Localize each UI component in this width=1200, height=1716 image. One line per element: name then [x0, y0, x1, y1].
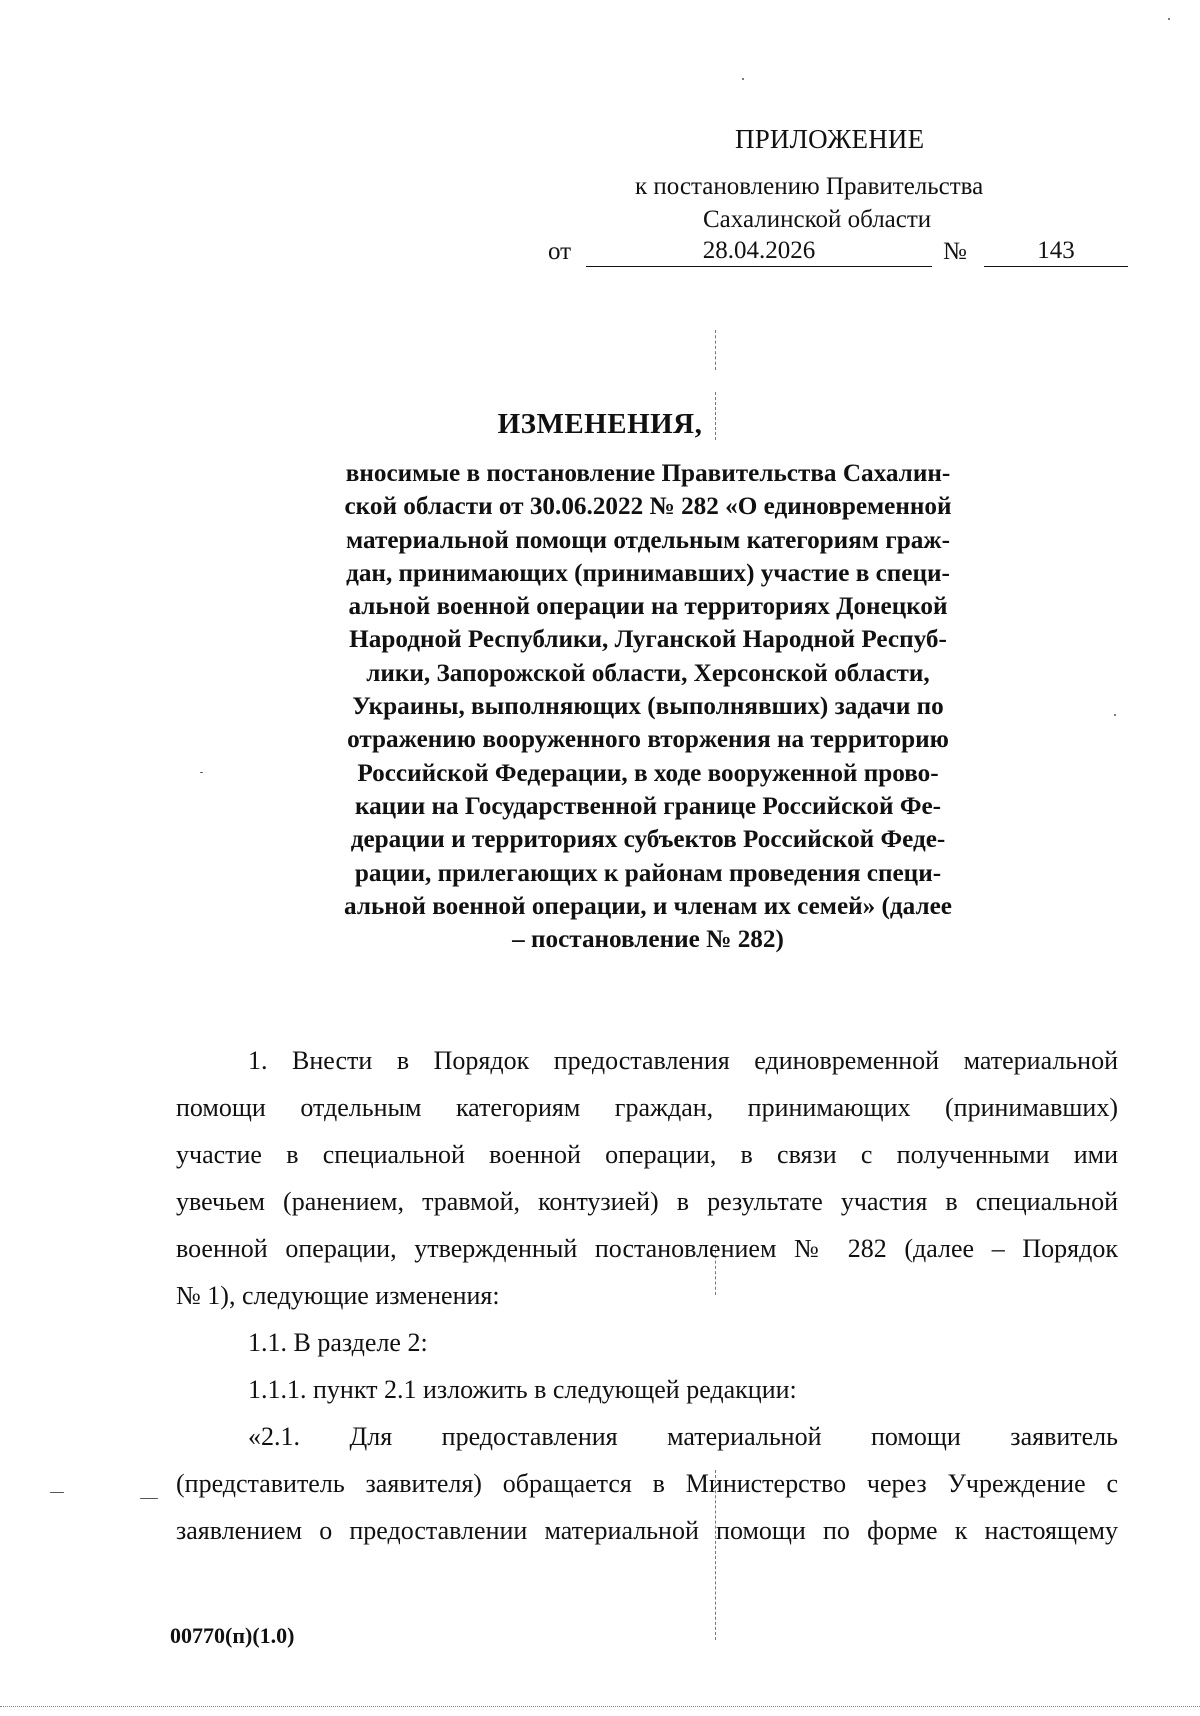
- appendix-line-2: Сахалинской области: [703, 206, 932, 233]
- body-line: увечьем (ранением, травмой, контузией) в результате участия в специальной: [176, 1187, 1118, 1216]
- subtitle-line: дерации и территориях субъектов Российской Феде-: [350, 826, 946, 854]
- subtitle-line: вносимые в постановление Правительства Сахалин-: [345, 460, 951, 487]
- scan-speck: [742, 78, 744, 80]
- body-line: военной операции, утвержденный постановлением № 282 (далее – Порядок: [176, 1234, 1118, 1263]
- resolution-date-row: [548, 236, 1128, 272]
- subtitle-line: Народной Республики, Луганской Народной Респуб-: [349, 626, 947, 654]
- body-line: участие в специальной военной операции, в связи с полученными ими: [176, 1140, 1118, 1169]
- subtitle-line: рации, прилегающих к районам проведения специ-: [354, 859, 942, 887]
- subtitle-line: лики, Запорожской области, Херсонской области,: [366, 659, 930, 687]
- scan-speck: [140, 1498, 158, 1499]
- subtitle-line: – постановление № 282): [512, 926, 784, 954]
- subtitle-line: дан, принимающих (принимавших) участие в специ-: [346, 559, 950, 587]
- number-label: №: [943, 238, 967, 265]
- body-line: «2.1. Для предоставления материальной помощи заявитель: [248, 1422, 1118, 1451]
- scan-speck: [1114, 714, 1116, 716]
- subtitle-line: Украины, выполняющих (выполнявших) задачи по: [352, 693, 944, 721]
- subtitle-line: отражению вооруженного вторжения на территорию: [347, 726, 949, 754]
- body-line: 1.1.1. пункт 2.1 изложить в следующей редакции:: [248, 1375, 797, 1404]
- scan-fold-line: [715, 330, 716, 370]
- subtitle-line: альной военной операции на территориях Донецкой: [348, 593, 948, 621]
- subtitle-line: материальной помощи отдельным категориям граж-: [346, 526, 950, 554]
- body-line: № 1), следующие изменения:: [176, 1281, 500, 1310]
- document-title: ИЗМЕНЕНИЯ,: [497, 408, 703, 440]
- appendix-line-1: к постановлению Правительства: [635, 173, 984, 200]
- from-label: от: [548, 238, 572, 265]
- scan-speck: [1168, 18, 1170, 20]
- resolution-date: 28.04.2026: [586, 236, 932, 267]
- body-line: 1. Внести в Порядок предоставления единовременной материальной: [248, 1046, 1118, 1075]
- body-line: заявлением о предоставлении материальной помощи по форме к настоящему: [176, 1516, 1118, 1545]
- body-line: (представитель заявителя) обращается в Министерство через Учреждение с: [176, 1469, 1118, 1498]
- subtitle-line: Российской Федерации, в ходе вооруженной прово-: [357, 759, 939, 787]
- scan-speck: [200, 772, 203, 773]
- resolution-number: 143: [984, 236, 1128, 267]
- document-subtitle: [305, 457, 991, 956]
- scan-speck: [50, 1492, 64, 1493]
- scan-bottom-edge: [0, 1706, 1200, 1707]
- body-line: помощи отдельным категориям граждан, принимающих (принимавших): [176, 1093, 1118, 1122]
- subtitle-line: ской области от 30.06.2022 № 282 «О единовременной: [344, 493, 952, 521]
- appendix-title: ПРИЛОЖЕНИЕ: [735, 124, 925, 154]
- form-code: 00770(п)(1.0): [170, 1623, 295, 1648]
- body-line: 1.1. В разделе 2:: [248, 1328, 428, 1357]
- subtitle-line: кации на Государственной границе Российской Фе-: [354, 792, 942, 820]
- subtitle-line: альной военной операции, и членам их семей» (далее: [344, 892, 952, 920]
